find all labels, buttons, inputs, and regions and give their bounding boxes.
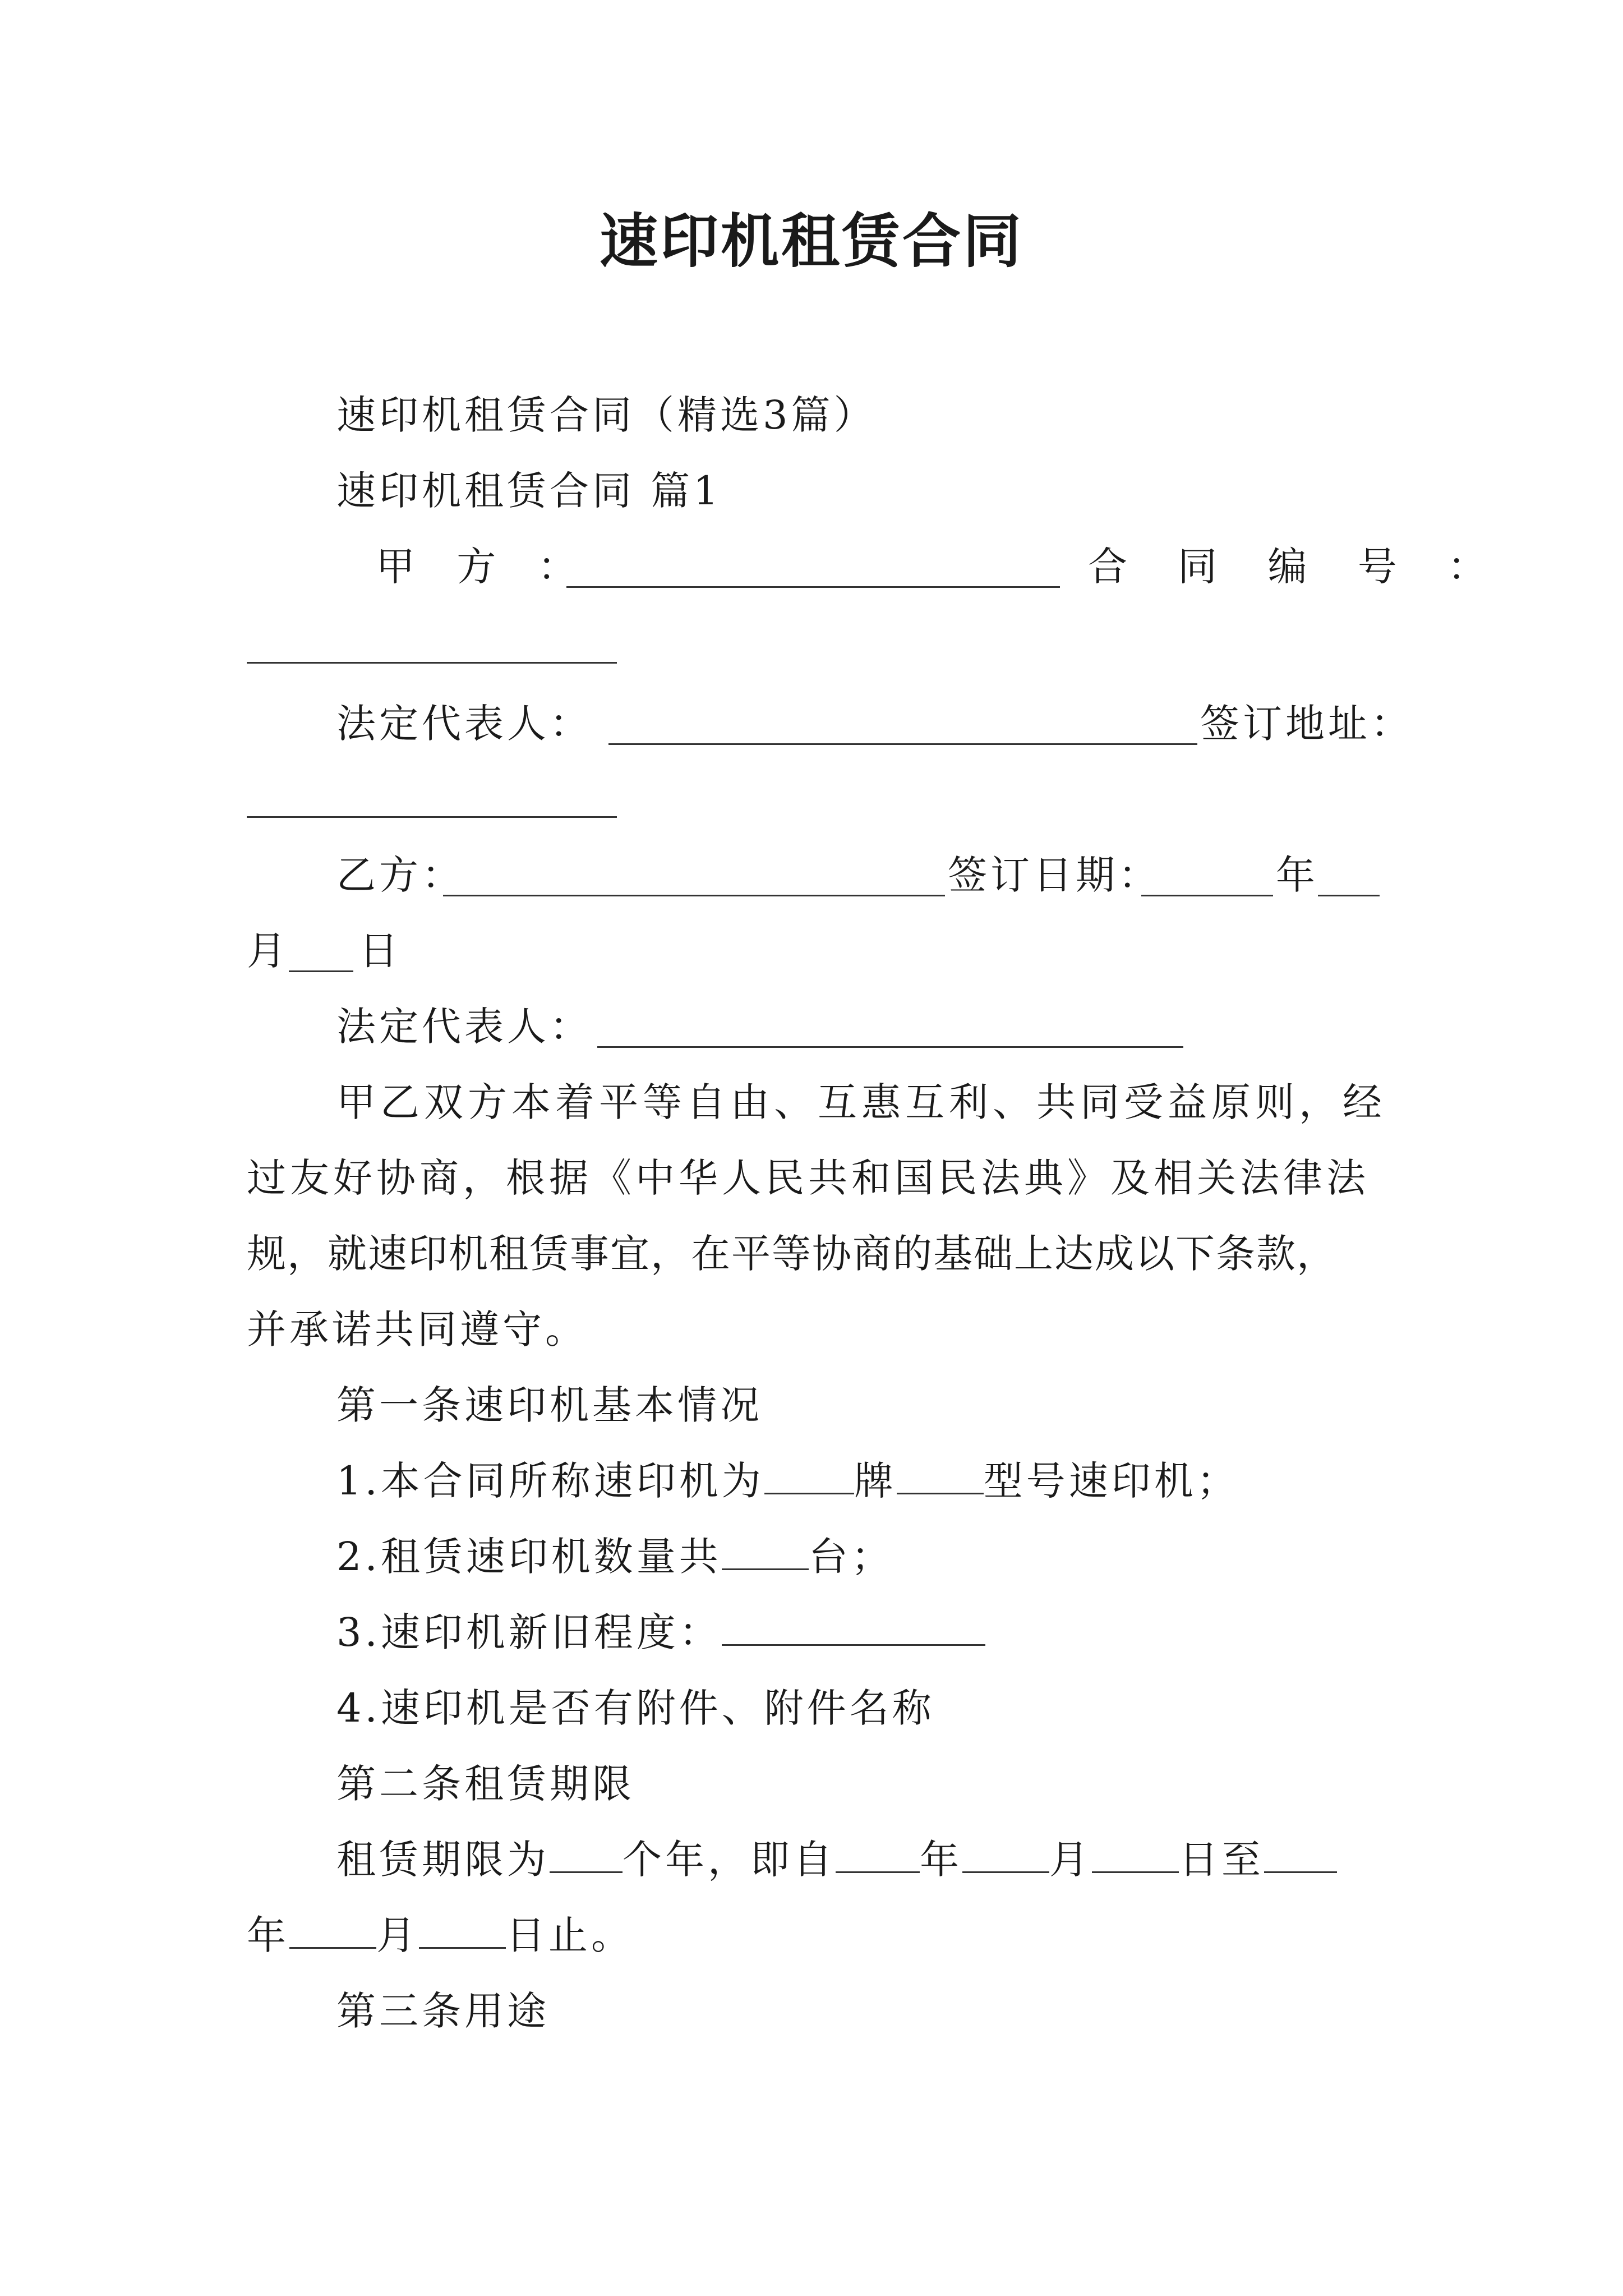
a2-day-to: 日至 [1179,1837,1264,1883]
intro-line-3: 规，就速印机租赁事宜，在平等协商的基础上达成以下条款， [247,1231,1337,1277]
section-heading: 速印机租赁合同 篇1 [336,468,722,514]
contract-no-label: 合 同 编 号 ： [1088,544,1506,590]
party-b-blank [443,895,945,896]
a2-month2: 月 [376,1912,419,1958]
a1-item3-label: 3.速印机新旧程度： [336,1609,722,1655]
intro-line-4: 并承诺共同遵守。 [247,1306,588,1352]
a2-start-day-blank [1092,1839,1179,1873]
intro-line-1: 甲乙双方本着平等自由、互惠互利、共同受益原则，经 [336,1079,1386,1125]
party-a-blank [566,586,1060,588]
legal-rep-label: 法定代表人： [336,701,592,747]
a2-end: 日止。 [506,1912,634,1958]
a2-end-month-blank [289,1915,376,1949]
a1-item1-model-blank [897,1460,984,1494]
a2-line-1 [336,1834,1337,1885]
sign-date-year: 年 [1276,852,1318,898]
a2-term-blank [550,1839,623,1873]
sign-date-month: 月 [247,928,289,974]
legal-rep-b-label: 法定代表人： [336,1004,592,1050]
a2-line-2 [247,1910,634,1961]
a2-end-year-blank [1264,1839,1337,1873]
subtitle: 速印机租赁合同（精选3篇） [336,392,877,438]
sign-date-year-blank [1141,895,1273,896]
intro-line-2: 过友好协商，根据《中华人民共和国民法典》及相关法律法 [247,1155,1370,1201]
a1-item3-blank [722,1612,985,1646]
legal-rep-b-blank [597,1046,1183,1048]
a1-item1-mid: 牌 [854,1458,897,1504]
legal-rep-blank [608,743,1197,745]
a1-item1-post: 型号速印机； [983,1458,1239,1504]
a2-pre: 租赁期限为 [336,1837,550,1883]
document-title: 速印机租赁合同 [599,206,1023,275]
article1-heading: 第一条速印机基本情况 [336,1382,763,1428]
a1-item2-qty-blank [722,1536,809,1570]
a2-year2: 年 [247,1912,289,1958]
a1-item2-post: 台； [808,1534,894,1580]
a1-item1-brand-blank [764,1460,854,1494]
party-b-label: 乙方： [336,852,464,898]
a2-start-month-blank [962,1839,1049,1873]
a2-start-year-blank [836,1839,920,1873]
sign-date-day-blank [289,970,353,972]
party-a-label: 甲 方 ： [376,544,592,590]
a2-end-day-blank [419,1915,506,1949]
sign-date-label: 签订日期： [948,852,1161,898]
a1-item4: 4.速印机是否有附件、附件名称 [336,1685,935,1731]
sign-date-day: 日 [359,928,402,974]
a2-month: 月 [1049,1837,1092,1883]
a1-item3 [336,1607,985,1658]
contract-no-blank [247,662,617,664]
sign-place-label: 签订地址： [1200,701,1413,747]
a2-unit: 个年，即自 [623,1837,836,1883]
a1-item1-pre: 1.本合同所称速印机为 [336,1458,764,1504]
a1-item1 [336,1456,1239,1506]
article2-heading: 第二条租赁期限 [336,1761,635,1807]
a2-year: 年 [920,1837,962,1883]
sign-date-month-blank [1318,895,1380,896]
article3-heading: 第三条用途 [336,1988,550,2034]
a1-item2-pre: 2.租赁速印机数量共 [336,1534,722,1580]
a1-item2 [336,1531,894,1582]
sign-place-blank [247,816,617,818]
